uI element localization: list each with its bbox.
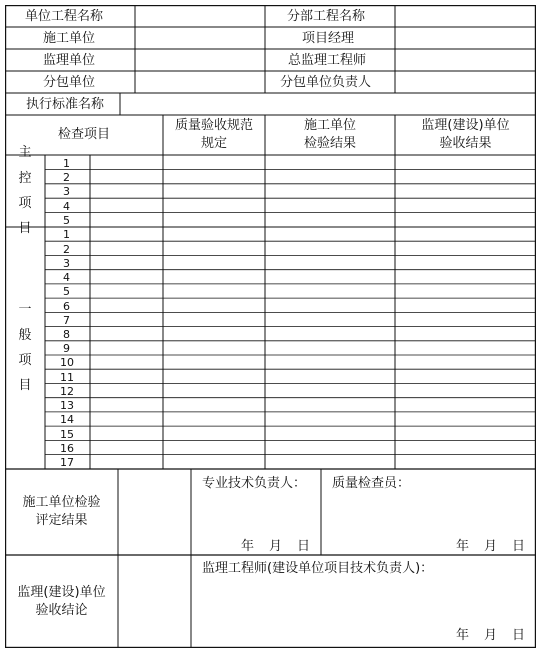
unit-project-name-label: 单位工程名称 bbox=[25, 9, 104, 24]
general-row-number: 8 bbox=[63, 328, 70, 341]
construction-eval-label: 施工单位检验 评定结果 bbox=[22, 495, 101, 528]
quality-spec-header: 质量验收规范 规定 bbox=[174, 118, 253, 151]
general-row-number: 13 bbox=[60, 399, 74, 413]
inspection-form bbox=[5, 5, 536, 648]
supervision-engineer-label: 监理工程师(建设单位项目技术负责人)： bbox=[202, 561, 434, 576]
subcontract-head-label: 分包单位负责人 bbox=[280, 75, 372, 90]
general-row-number: 4 bbox=[63, 271, 70, 285]
main-row-number: 5 bbox=[63, 214, 70, 228]
subcontract-unit-label: 分包单位 bbox=[43, 75, 96, 90]
general-row-number: 6 bbox=[63, 299, 70, 313]
general-group-label: 一般项目 bbox=[18, 302, 32, 394]
general-row-number: 2 bbox=[63, 242, 70, 256]
standard-name-label: 执行标准名称 bbox=[26, 97, 105, 112]
main-row-number: 1 bbox=[63, 156, 70, 170]
general-row-number: 5 bbox=[63, 285, 70, 299]
main-row-number: 4 bbox=[63, 199, 70, 213]
supervision-result-header: 监理(建设)单位 验收结果 bbox=[421, 118, 510, 151]
inspection-items-header: 检查项目 bbox=[57, 127, 110, 143]
general-row-number: 7 bbox=[63, 313, 70, 327]
general-row-number: 16 bbox=[60, 441, 74, 455]
supervision-conclusion-label: 监理(建设)单位 验收结论 bbox=[17, 584, 106, 618]
project-manager-label: 项目经理 bbox=[302, 31, 355, 46]
date-right: 年 月 日 bbox=[456, 539, 527, 554]
main-control-group-label: 主控项目 bbox=[18, 145, 32, 237]
general-row-number: 3 bbox=[63, 256, 70, 270]
general-row-number: 12 bbox=[60, 384, 74, 398]
quality-inspector-label: 质量检查员： bbox=[332, 476, 411, 491]
general-row-number: 9 bbox=[63, 342, 70, 356]
supervision-date: 年 月 日 bbox=[456, 628, 527, 643]
chief-supervisor-label: 总监理工程师 bbox=[288, 53, 367, 68]
construction-unit-label: 施工单位 bbox=[43, 31, 96, 46]
main-row-number: 3 bbox=[63, 185, 70, 199]
general-row-number: 11 bbox=[60, 370, 74, 384]
date-left: 年 月 日 bbox=[241, 539, 312, 554]
general-row-number: 17 bbox=[60, 456, 74, 469]
supervision-unit-label: 监理单位 bbox=[43, 53, 96, 68]
general-row-number: 10 bbox=[60, 356, 74, 370]
sub-project-name-label: 分部工程名称 bbox=[287, 9, 366, 24]
main-row-number: 2 bbox=[63, 170, 70, 184]
tech-lead-label: 专业技术负责人： bbox=[202, 476, 307, 491]
general-row-number: 14 bbox=[60, 413, 74, 427]
general-row-number: 15 bbox=[60, 427, 74, 441]
construction-result-header: 施工单位 检验结果 bbox=[303, 118, 356, 151]
general-row-number: 1 bbox=[63, 228, 70, 242]
